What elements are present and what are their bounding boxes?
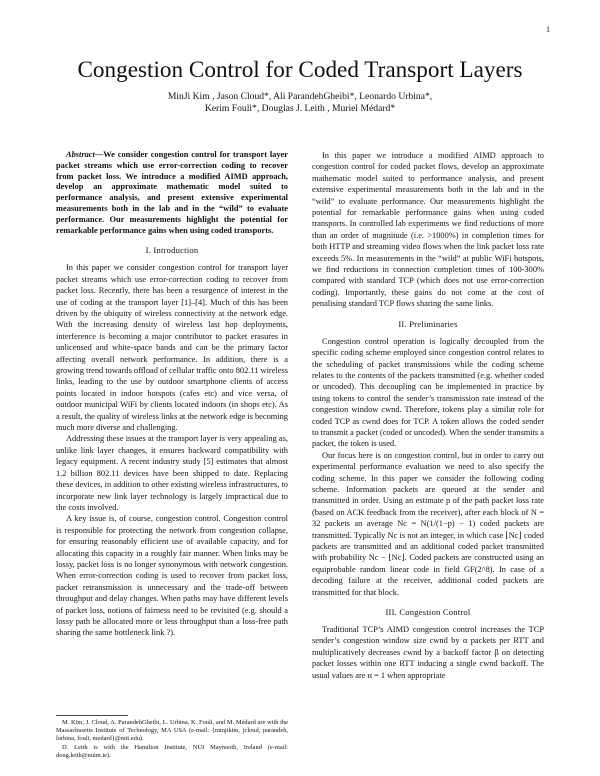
section-heading-preliminaries: II. Preliminaries bbox=[398, 318, 458, 329]
paragraph: Congestion control operation is logically decoupled from the specific coding scheme employed since congestion control relates to the scheduling of packet transmissions while the coding scheme relates to the contents of the packets transmitted (e.g. whether coded or uncoded). This decoupling can be implemented in practice by using tokens to control the sender’s transmission rate instead of the congestion window cwnd. Therefore, tokens play a similar role for coded TCP as cwnd does for TCP. A token allows the coded sender to transmit a packet (coded or uncoded). When the sender transmits a packet, the token is used. bbox=[312, 336, 544, 449]
author-line-1: MinJi Kim , Jason Cloud*, Ali ParandehGheibi*, Leonardo Urbina*, bbox=[167, 91, 433, 102]
left-column bbox=[56, 150, 288, 639]
paragraph: Addressing these issues at the transport layer is very appealing as, unlike link layer changes, it ensures backward compatibility with legacy equipment. A recent industry study [5] estimates that almost 1.2 billion 802.11 devices have been shipped to date. Replacing these devices, in addition to other existing wireless infrastructures, to incorporate new link layer technology is largely impractical due to the costs involved. bbox=[56, 434, 288, 512]
footnotes bbox=[56, 715, 288, 760]
abstract-text: —We consider congestion control for transport layer packet streams which use error-correction coding to recover from packet loss. We introduce a modified AIMD approach, develop an approximate mathematic model suited to performance analysis, and present extensive experimental measurements both in the lab and in the “wild” to evaluate performance. Our measurements highlight the potential for remarkable performance gains when using coded transports. bbox=[56, 150, 288, 235]
section-heading-introduction: I. Introduction bbox=[145, 245, 199, 256]
right-column bbox=[312, 150, 544, 681]
paragraph: In this paper we introduce a modified AIMD approach to congestion control for coded packet flows, develop an approximate mathematic model suited to performance analysis, and present extensive experimental measurements both in the lab and in the “wild” to evaluate performance. Our measurements highlight the potential for remarkable performance gains when using coded transports. In controlled lab experiments we find reductions of more than an order of magnitude (i.e. >1000%) in completion times for both HTTP and streaming video flows when the link packet loss rate exceeds 5%. In measurements in the “wild” at public WiFi hotspots, we find reductions in connection completion times of 100-300% compared with standard TCP (which does not use error-correction coding). Importantly, these gains do not come at the cost of penalising standard TCP flows sharing the same links. bbox=[312, 151, 544, 309]
page-number: 1 bbox=[546, 25, 550, 34]
paragraph: In this paper we consider congestion control for transport layer packet streams which use error-correction coding to recover from packet loss. Recently, there has been a resurgence of interest in the use of coding at the transport layer [1]–[4]. Much of this has been driven by the ubiquity of wireless connectivity at the network edge. With the increasing density of wireless last hop deployments, interference is becoming a major contributor to packet erasures in unlicensed and white-space bands and can be the primary factor affecting overall network performance. In addition, there is a growing trend towards offload of cellular traffic onto 802.11 wireless links, leading to the use by outdoor smartphone clients of access points located in indoor hotspots (cafes etc) and vice versa, of outdoor municipal WiFi by clients located indoors (in shops etc). As a result, the quality of wireless links at the network edge is becoming much more diverse and challenging. bbox=[56, 263, 288, 433]
paragraph: Our focus here is on congestion control, but in order to carry out experimental performance evaluation we need to also specify the coding scheme. In this paper we consider the following coding scheme. Information packets are queued at the sender and transmitted in order. Using an estimate p of the path packet loss rate (based on ACK feedback from the receiver), after each block of N = 32 packets an average Nc = N(1/(1−p) − 1) coded packets are transmitted. Typically Nc is not an integer, in which case ⌊Nc⌋ coded packets are transmitted and an additional coded packet transmitted with probability Nc − ⌊Nc⌋. Coded packets are constructed using an equiprobable random linear code in field GF(2^8). In case of a decoding failure at the receiver, additional coded packets are transmitted for that block. bbox=[312, 450, 544, 597]
abstract bbox=[56, 150, 288, 236]
author-line-2: Kerim Fouli*, Douglas J. Leith , Muriel Médard* bbox=[204, 103, 396, 114]
abstract-lead: Abstract bbox=[66, 150, 95, 159]
paragraph: Traditional TCP’s AIMD congestion control increases the TCP sender’s congestion window size cwnd by α packets per RTT and multiplicatively decreases cwnd by a backoff factor β on detecting packet losses within one RTT inducing a single cwnd backoff. The usual values are α = 1 when appropriate bbox=[312, 625, 544, 680]
section-heading-congestion-control: III. Congestion Control bbox=[385, 607, 471, 618]
footnote: D. Leith is with the Hamilton Institute, NUI Maynooth, Ireland (e-mail: doug.leith@nuim.ie). bbox=[56, 743, 288, 759]
footnote: M. Kim, J. Cloud, A. ParandehGheibi, L. Urbina, K. Fouli, and M. Médard are with the Massachusetts Institute of Technology, MA USA (e-mail: {minjikim, jcloud, parandeh, lurbina, fouli, medard}@mit.edu). bbox=[56, 719, 288, 743]
footnote-rule bbox=[56, 715, 128, 716]
paper-title: Congestion Control for Coded Transport Layers bbox=[77, 57, 523, 83]
author-list bbox=[0, 91, 600, 115]
paragraph: A key issue is, of course, congestion control. Congestion control is responsible for protecting the network from congestion collapse, for ensuring reasonably efficient use of available capacity, and for allocating this capacity in a roughly fair manner. When links may be lossy, packet loss is no longer synonymous with network congestion. When error-correction coding is used to recover from packet loss, packet retransmission is unnecessary and the trade-off between throughput and delay changes. When paths may have different levels of packet loss, notions of fairness need to be revisited (e.g. should a lossy path be allocated more or less throughput than a loss-free path sharing the same bottleneck link ?). bbox=[56, 514, 288, 638]
